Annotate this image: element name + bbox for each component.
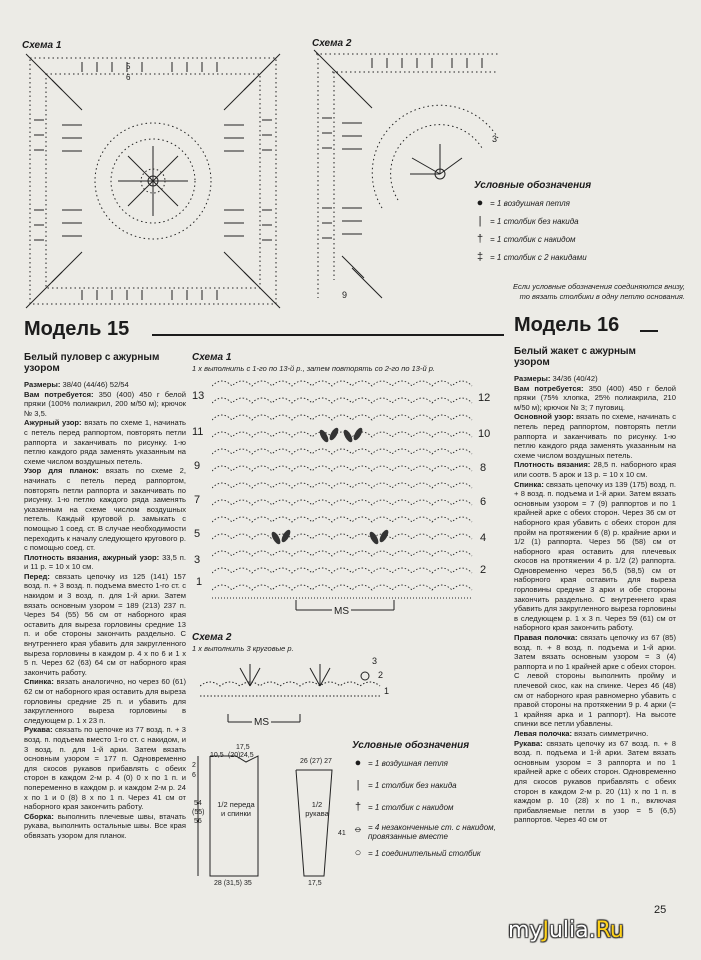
- watermark-part-my: my: [508, 918, 543, 943]
- model16-paragraph-text: 34/36 (40/42): [550, 374, 598, 383]
- model16-paragraph-label: Вам потребуется:: [514, 383, 584, 393]
- model15-paragraph-text: вязать по схеме 2, начинать с петель перед раппортом, повторять петли раппорта и заканчивать по рисунку. 1-ю петлю каждого ряда заменять указанным на схеме числом воздушных петель. Каждый круговой р. замыкать с помощью 1 соед. ст. В случае необходимости переходить к началу следующего кругового р. с помощью соед. ст.: [24, 466, 186, 553]
- model15-pattern-sleeve-label-line1: 1/2: [311, 800, 323, 809]
- model16-title-rule: [640, 330, 658, 332]
- model15-legend-label-cluster: = 4 незаконченные ст. с накидом, провязанные вместе: [368, 823, 496, 841]
- model15-pattern-dim-side-6: 6: [192, 772, 196, 779]
- top-legend-label-dc: = 1 столбик с накидом: [490, 234, 576, 244]
- model15-paragraph-text: 33,5 п. и 11 р. = 10 х 10 см.: [24, 552, 186, 572]
- model15-subtitle-line2: узором: [24, 363, 60, 374]
- model16-paragraph-label: Левая полочка:: [514, 728, 573, 738]
- model16-paragraph-text: 350 (400) 450 г белой пряжи (75% хлопка, 25% полиакрила, 210 м/50 м); крючок № 3; 7 пуговиц.: [514, 383, 676, 412]
- model15-paragraph-text: вязать аналогично, но через 60 (61) 62 см от наборного края оставить для выреза горловины средние 25 п. и убавить для закругленного выреза горловины в следующем р. 1 х 23 п.: [24, 677, 186, 725]
- model15-pattern-front-label-line1: 1/2 переда: [217, 800, 255, 809]
- model16-paragraph: [514, 412, 676, 460]
- model15-pattern-dim-height-mid: (55): [192, 809, 205, 816]
- top-legend-label-chain: = 1 воздушная петля: [490, 198, 570, 208]
- model16-paragraph-text: связать цепочку из 139 (175) возд. п. + 8 возд. п. подъема и 1-й арки. Затем вязать основным узором = 7 (9) раппортов и по 1 крайней арке с обеих сторон. Через 36 см от наборного края убавить с обеих сторон для пройм на протяжении 6 (8) р. крайние арки и 1/2 (1) раппорта. Через 56 (58) см от наборного края оставить для плечевых скосов на протяжении 4 р. 1/2 (2) раппорта. Одновременно через 56,5 (58,5) см от наборного края оставить для выреза горловины средние 3 арки и обе стороны закончить раздельно. С внутреннего края убавить для закругленного выреза горловины в следующем р. 1 х 3 п. Через 59 (61) см от наборного края закончить работу.: [514, 479, 676, 633]
- model15-pattern-sleeve-label-line2: рукава: [305, 809, 329, 818]
- model15-paragraph-label: Вам потребуется:: [24, 389, 94, 399]
- model15-scheme1-row-13: 13: [192, 390, 205, 402]
- model15-paragraph-label: Узор для планок:: [24, 466, 99, 476]
- model15-scheme1-row-1: 1: [196, 576, 203, 588]
- model16-title: Модель 16: [514, 314, 620, 336]
- model15-scheme1-ms-label: MS: [334, 606, 349, 617]
- model16-subtitle-line1: Белый жакет с ажурным: [514, 346, 636, 357]
- model16-instructions: [514, 374, 676, 825]
- model15-legend-item-slip: [352, 847, 512, 859]
- top-scheme1-number-5: 5: [126, 62, 131, 71]
- model16-paragraph-label: Правая полочка:: [514, 633, 578, 643]
- model16-paragraph: [514, 739, 676, 825]
- model15-subtitle: [24, 352, 186, 374]
- model15-legend-title: Условные обозначения: [352, 740, 470, 751]
- model16-subtitle-line2: узором: [514, 357, 550, 368]
- top-legend-item-sc: [474, 215, 689, 227]
- model15-paragraph-text: связать по цепочке из 77 возд. п. + 3 возд. п. подъема вместо 1-го ст. с накидом, и 3 возд. п. для 1-й арки. Затем вязать основным узором = 177 п. Одновременно для скосов рукавов прибавлять с обеих сторон в каждом 2-м р. 4 (0) 0 х по 1 п. и попеременно в каждом р. и каждом 2-м р. 24 х по 1 и 0 (8) 8 х по 1 п. Через 41 см от наборного края закончить работу.: [24, 725, 186, 812]
- model15-scheme2-row-2: 2: [378, 670, 384, 680]
- model15-paragraph-label: Спинка:: [24, 677, 54, 687]
- model16-paragraph-label: Плотность вязания:: [514, 460, 591, 470]
- model15-scheme2-chart: [200, 656, 390, 706]
- watermark-part-ru: Ru: [595, 918, 624, 943]
- model15-title-rule: [152, 334, 504, 336]
- model16-text-column: [514, 346, 676, 825]
- model15-pattern-dim-neck-right: 24,5: [240, 752, 254, 759]
- model15-paragraph: [24, 466, 186, 552]
- model16-paragraph-label: Размеры:: [514, 374, 551, 383]
- top-scheme1-title: Схема 1: [22, 40, 62, 51]
- model15-legend-label-slip: = 1 соединительный столбик: [368, 848, 481, 858]
- watermark-part-ulia: ulia.: [548, 918, 596, 943]
- model15-paragraph: [24, 380, 186, 390]
- model16-paragraph-label: Спинка:: [514, 479, 544, 489]
- top-legend-item-chain: [474, 197, 689, 209]
- model16-paragraph: [514, 729, 676, 739]
- model15-pattern-dim-neck-mid: (20): [228, 752, 241, 759]
- top-legend-note-line1: Если условные обозначения соединяются внизу,: [512, 282, 685, 291]
- watermark-part-j: J: [542, 918, 549, 943]
- chain-dot-icon: ●: [354, 757, 362, 769]
- model15-paragraph-text: 38/40 (44/46) 52/54: [60, 380, 129, 389]
- model15-legend-item-chain: [352, 757, 512, 769]
- model15-pattern-sleeve-height: 41: [338, 830, 346, 837]
- model15-scheme1-row-5: 5: [194, 528, 201, 540]
- model15-scheme1-row-6: 6: [480, 496, 487, 508]
- model15-pattern-dim-neck: 10,5: [210, 752, 224, 759]
- model15-paragraph-text: связать цепочку из 125 (141) 157 возд. п. + 3 возд. п. подъема вместо 1-го ст. с накидом и 3 возд. п. для 1-й арки. Затем вязать основным узором = 189 (213) 237 п. Через 54 (55) 56 см от наборного края оставить для выреза горловины средние 13 п. и обе стороны закончить раздельно. С внутреннего края убавить для закругленного выреза горловины в каждом р. 4 х по 6 и 1 х 5 п. Через 62 (63) 64 см от наборного края закончить работу.: [24, 571, 186, 677]
- model16-paragraph: [514, 384, 676, 413]
- model15-pattern-dim-height: 54: [194, 800, 202, 807]
- triple-crochet-icon: ‡: [476, 251, 484, 263]
- model15-scheme1-row-8: 8: [480, 462, 487, 474]
- watermark-logo: [508, 918, 624, 943]
- model16-paragraph: [514, 374, 676, 384]
- model15-pattern-sleeve-top: 26 (27) 27: [300, 758, 332, 765]
- model16-paragraph-text: связать цепочку из 67 возд. п. + 8 возд. п. подъема и 1-й арки. Затем вязать основным узором = 3 раппорта и по 1 крайней арке с обеих сторон. Одновременно для скосов рукавов прибавлять с обеих сторон в каждом 2-м р. 20 (11) х по 1 п. в каждом р. 10 (28) х по 1 п., включая прибавляемые петли в узор = 5 (6,5) раппортов. Через 40 см от: [514, 738, 676, 825]
- model15-scheme2-row-1: 1: [384, 686, 390, 696]
- model15-scheme1-row-2: 2: [480, 564, 487, 576]
- model15-paragraph-label: Плотность вязания, ажурный узор:: [24, 552, 160, 562]
- model15-scheme1-title: Схема 1: [192, 352, 232, 363]
- model15-paragraph: [24, 390, 186, 419]
- top-scheme2-number-3: 3: [492, 134, 498, 144]
- chain-dot-icon: ●: [476, 197, 484, 209]
- model15-instructions: [24, 380, 186, 841]
- model16-subtitle: [514, 346, 676, 368]
- model16-paragraph: [514, 460, 676, 479]
- model15-pattern-dim-height-max: 56: [194, 818, 202, 825]
- top-legend-label-tr: = 1 столбик с 2 накидами: [490, 252, 587, 262]
- model15-paragraph: [24, 418, 186, 466]
- model15-legend-label-sc: = 1 столбик без накида: [368, 780, 457, 790]
- model15-paragraph-label: Ажурный узор:: [24, 418, 82, 428]
- double-crochet-icon: †: [476, 233, 484, 245]
- model15-scheme2-ms-label: MS: [254, 717, 269, 728]
- model15-pattern-front-label-line2: и спинки: [221, 809, 251, 818]
- model15-pattern-sleeve-bottom: 17,5: [308, 880, 322, 887]
- model16-paragraph-text: связать цепочку из 67 (85) возд. п. + 8 возд. п. подъема и 1-й арки. Затем вязать основным узором = 3 (4) раппорта и по 1 крайней арке с обеих сторон. С левой стороны выполнить пройму и плечевой скос, как на спинке. Через 46 (48) см от наборного края равномерно убавить с правой стороны на протяжении 9 р. 4 арки (= 1 крайняя арка и 1 раппорт). На высоте спинки все петли убавлены.: [514, 633, 676, 729]
- top-scheme2-title: Схема 2: [312, 38, 352, 49]
- model15-legend-label-chain: = 1 воздушная петля: [368, 758, 448, 768]
- model15-scheme1-row-7: 7: [194, 494, 201, 506]
- model15-paragraph: [24, 572, 186, 678]
- model15-paragraph-label: Сборка:: [24, 811, 54, 821]
- model15-pattern-bottom-width: 28 (31,5) 35: [214, 880, 252, 887]
- double-crochet-icon: †: [354, 801, 362, 813]
- top-legend-note: [460, 282, 685, 302]
- model15-paragraph-label: Рукава:: [24, 725, 53, 735]
- single-crochet-icon: |: [478, 215, 482, 227]
- model15-scheme1-chart: [212, 376, 476, 608]
- model15-scheme1-row-12: 12: [478, 392, 491, 404]
- top-legend-title: Условные обозначения: [474, 180, 592, 191]
- model15-scheme2-row-3: 3: [372, 656, 378, 666]
- slip-stitch-icon: ○: [354, 847, 362, 859]
- model16-paragraph: [514, 633, 676, 729]
- top-legend-item-dc: [474, 233, 689, 245]
- model16-paragraph-text: вязать по схеме, начинать с петель перед раппортом, повторять петли раппорта и заканчивать по рисунку. 1-ю петлю каждого ряда заменять указанным на схеме числом воздушных петель.: [514, 412, 676, 460]
- top-legend-item-tr: [474, 251, 689, 263]
- cluster-icon: ⦵: [353, 823, 363, 835]
- model15-legend: [352, 740, 512, 865]
- model15-scheme2-instruction: 1 х выполнить 3 круговые р.: [192, 644, 294, 653]
- top-scheme1-chart: [22, 50, 284, 312]
- model15-subtitle-line1: Белый пуловер с ажурным: [24, 352, 160, 363]
- model16-paragraph-label: Основной узор:: [514, 412, 574, 422]
- model16-paragraph-label: Рукава:: [514, 738, 543, 748]
- model16-paragraph: [514, 480, 676, 634]
- model16-paragraph-text: вязать симметрично.: [572, 728, 649, 738]
- model15-legend-item-dc: [352, 801, 512, 813]
- model15-paragraph-label: Размеры:: [24, 380, 61, 389]
- model15-legend-item-cluster: [352, 823, 512, 841]
- model15-text-column: [24, 352, 186, 841]
- top-legend-label-sc: = 1 столбик без накида: [490, 216, 579, 226]
- top-legend-note-line2: то вязать столбики в одну петлю основания.: [519, 292, 685, 301]
- model15-scheme1-row-11: 11: [192, 426, 204, 438]
- model15-scheme1-row-3: 3: [194, 554, 201, 566]
- model15-pattern-dim-top: 17,5: [236, 744, 250, 751]
- model15-pattern-sleeve-label: [302, 800, 332, 818]
- model15-pattern-front-label: [214, 800, 258, 818]
- model15-paragraph: [24, 812, 186, 841]
- model15-paragraph: [24, 553, 186, 572]
- model15-scheme1-row-4: 4: [480, 532, 487, 544]
- model15-paragraph: [24, 725, 186, 811]
- model15-paragraph: [24, 677, 186, 725]
- model15-paragraph-text: выполнить плечевые швы, втачать рукава, выполнить остальные швы. Все края обвязать узором для планок.: [24, 811, 186, 840]
- top-scheme1-number-6: 6: [126, 73, 131, 82]
- model15-title: Модель 15: [24, 318, 130, 340]
- model15-legend-item-sc: [352, 779, 512, 791]
- model15-paragraph-label: Перед:: [24, 571, 50, 581]
- model15-scheme1-instruction: 1 х выполнить с 1-го по 13-й р., затем повторять со 2-го по 13-й р.: [192, 364, 435, 373]
- page-number: 25: [654, 904, 667, 916]
- top-scheme2-number-9: 9: [342, 290, 348, 300]
- model15-scheme1-row-9: 9: [194, 460, 201, 472]
- model15-paragraph-text: 350 (400) 450 г белой пряжи (100% полиакрил, 200 м/50 м); крючок № 3,5.: [24, 389, 186, 418]
- single-crochet-icon: |: [356, 779, 360, 791]
- model15-paragraph-text: вязать по схеме 1, начинать с петель перед раппортом, повторять петли раппорта и заканчивать по рисунку. 1-ю петлю каждого ряда заменять указанным на схеме числом воздушных петель.: [24, 418, 187, 466]
- top-legend: [474, 180, 689, 269]
- model15-pattern-dim-side-2: 2: [192, 762, 196, 769]
- model15-scheme1-row-10: 10: [478, 428, 491, 440]
- model15-scheme2-title: Схема 2: [192, 632, 232, 643]
- model16-paragraph-text: 28,5 п. наборного края или соотв. 5 арок и 13 р. = 10 х 10 см.: [514, 460, 676, 479]
- model15-legend-label-dc: = 1 столбик с накидом: [368, 802, 454, 812]
